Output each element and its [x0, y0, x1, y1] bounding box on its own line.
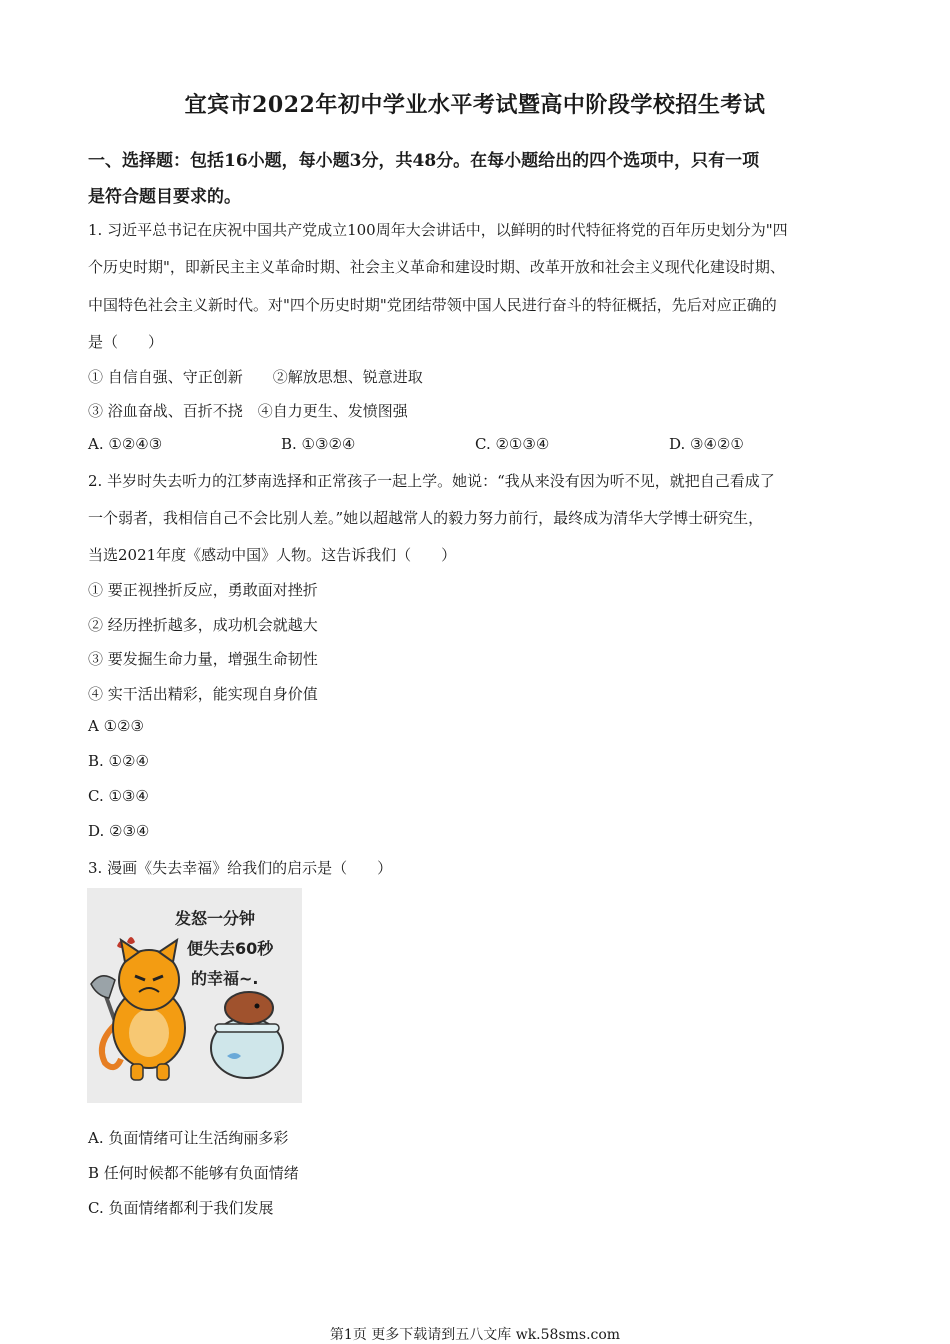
- q1-option-a: A. ①②④③: [88, 435, 163, 453]
- q2-stem-line-2: 一个弱者，我相信自己不会比别人差。”她以超越常人的毅力努力前行，最终成为清华大学博士研究生，: [88, 509, 764, 527]
- q1-stem-line-1: 1. 习近平总书记在庆祝中国共产党成立100周年大会讲话中，以鲜明的时代特征将党的百年历史划分为"四: [88, 221, 788, 239]
- q2-stem-line-1: 2. 半岁时失去听力的江梦南选择和正常孩子一起上学。她说：“我从来没有因为听不见，就把自己看成了: [88, 472, 775, 490]
- q2-item-4: ④ 实干活出精彩，能实现自身价值: [88, 685, 318, 703]
- q1-stem-line-4: 是（ ）: [88, 333, 164, 351]
- q2-option-d: D. ②③④: [88, 822, 150, 840]
- comic-caption-line-3: 的幸福~.: [191, 969, 259, 988]
- comic-image: [87, 888, 302, 1103]
- q1-stem-line-2: 个历史时期"，即新民主主义革命时期、社会主义革命和建设时期、改革开放和社会主义现代化建设时期、: [88, 258, 785, 276]
- q2-stem-line-3: 当选2021年度《感动中国》人物。这告诉我们（ ）: [88, 546, 457, 564]
- q3-option-b: B 任何时候都不能够有负面情绪: [88, 1164, 299, 1182]
- q1-item-1: ① 自信自强、守正创新 ②解放思想、锐意进取: [88, 368, 423, 386]
- q2-option-a: A ①②③: [88, 717, 144, 735]
- comic-caption-line-1: 发怒一分钟: [175, 909, 256, 928]
- q1-option-b: B. ①③②④: [281, 435, 356, 453]
- q1-option-d: D. ③④②①: [669, 435, 744, 453]
- q3-option-c: C. 负面情绪都利于我们发展: [88, 1199, 274, 1217]
- q1-option-c: C. ②①③④: [475, 435, 550, 453]
- q1-stem-line-3: 中国特色社会主义新时代。对"四个历史时期"党团结带领中国人民进行奋斗的特征概括，先后对应正确的: [88, 296, 777, 314]
- page-footer: 第1页 更多下载请到五八文库 wk.58sms.com: [329, 1327, 621, 1343]
- q2-item-3: ③ 要发掘生命力量，增强生命韧性: [88, 650, 318, 668]
- q3-option-a: A. 负面情绪可让生活绚丽多彩: [88, 1129, 289, 1147]
- q2-option-c: C. ①③④: [88, 787, 149, 805]
- q2-item-1: ① 要正视挫折反应，勇敢面对挫折: [88, 581, 318, 599]
- q1-item-2: ③ 浴血奋战、百折不挠 ④自力更生、发愤图强: [88, 402, 408, 420]
- section-heading-line-1: 一、选择题：包括16小题，每小题3分，共48分。在每小题给出的四个选项中，只有一项: [88, 151, 760, 171]
- page-title: 宜宾市2022年初中学业水平考试暨高中阶段学校招生考试: [184, 92, 766, 118]
- section-heading-line-2: 是符合题目要求的。: [88, 187, 241, 207]
- q2-option-b: B. ①②④: [88, 752, 149, 770]
- q2-item-2: ② 经历挫折越多，成功机会就越大: [88, 616, 318, 634]
- comic-caption-line-2: 便失去60秒: [187, 939, 274, 958]
- q3-stem: 3. 漫画《失去幸福》给我们的启示是（ ）: [88, 859, 393, 877]
